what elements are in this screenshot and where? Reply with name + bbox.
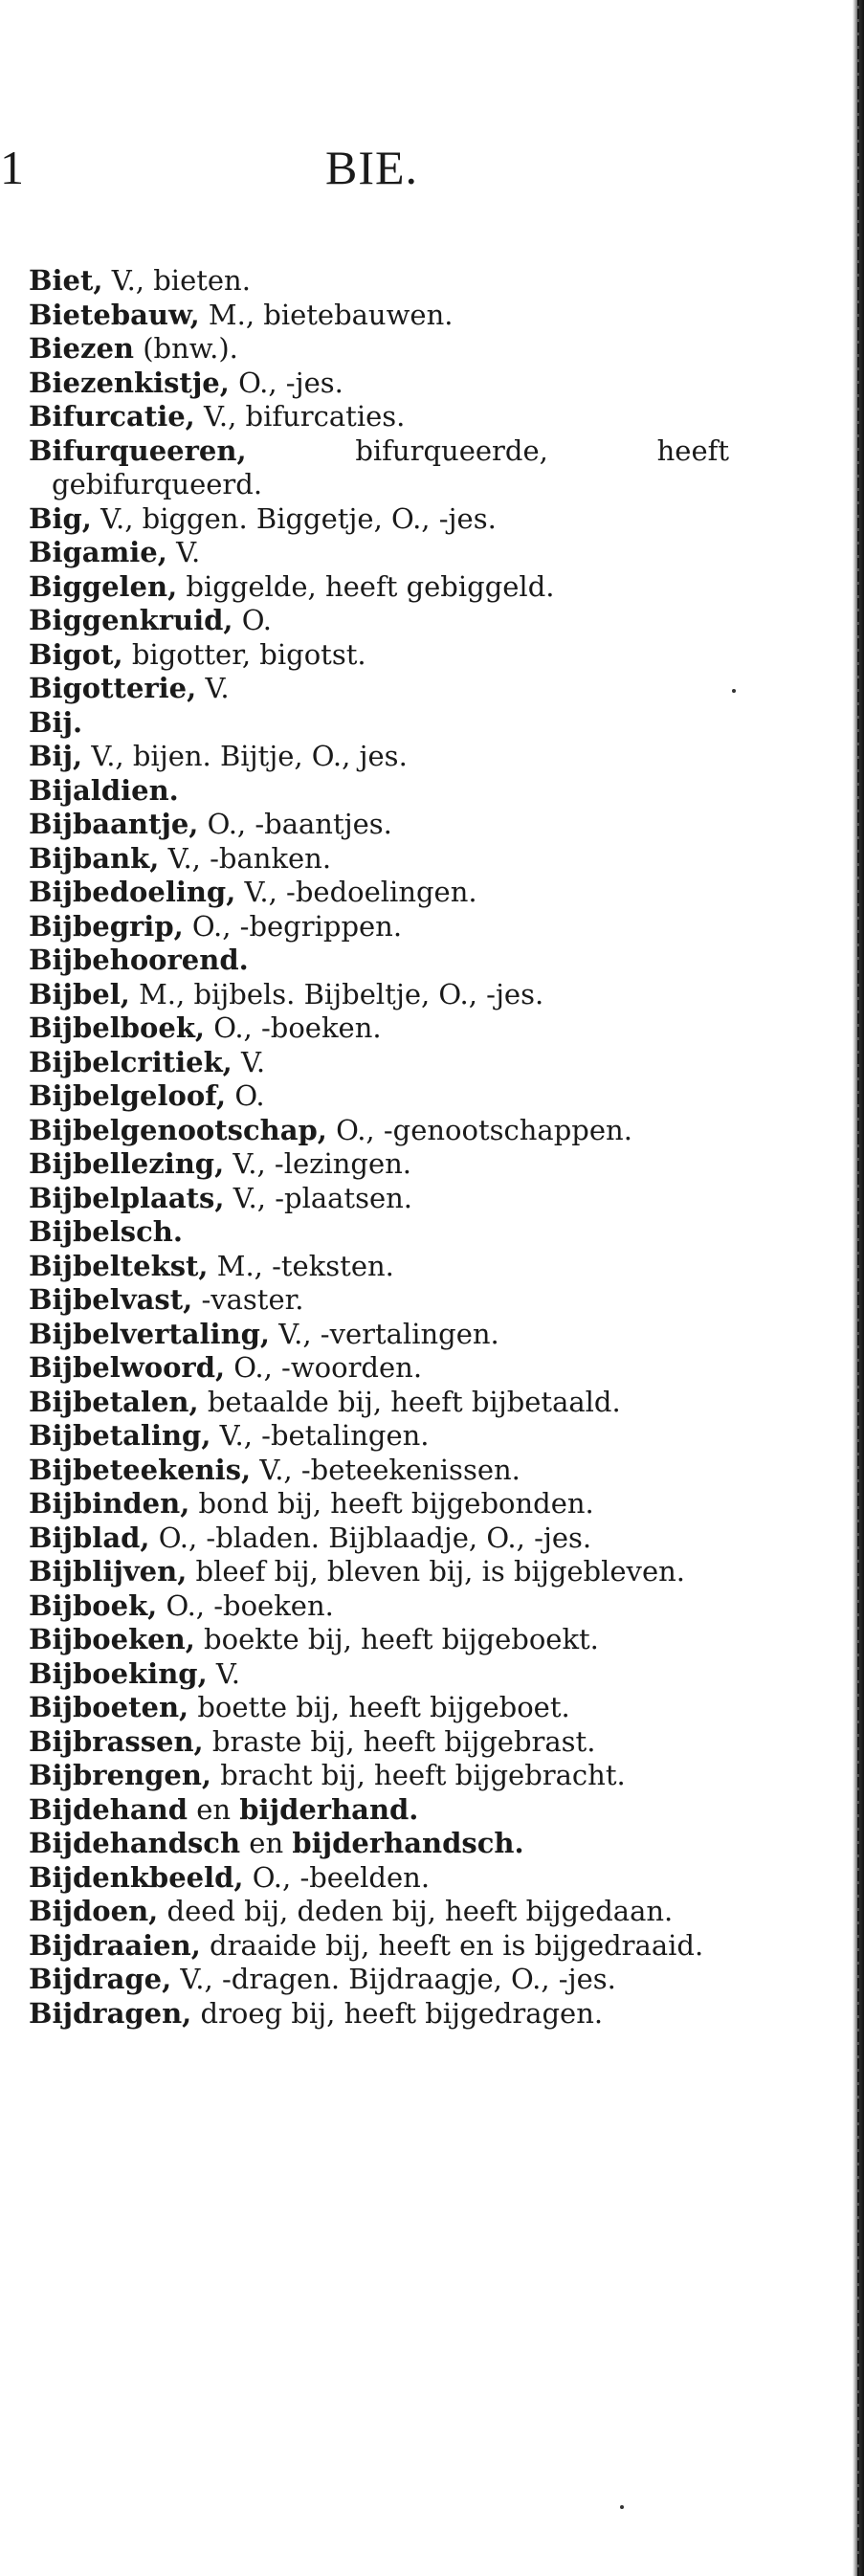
headword: Bijbeteekenis, bbox=[29, 1453, 252, 1486]
headword: Bigot, bbox=[29, 637, 123, 671]
entry-text: bigotter, bigotst. bbox=[131, 637, 366, 671]
dictionary-entry bbox=[29, 1046, 729, 1080]
headword: Bijbelvertaling, bbox=[29, 1317, 271, 1350]
dictionary-entry bbox=[29, 1725, 729, 1760]
entry-text: deed bij, deden bij, heeft bijgedaan. bbox=[166, 1895, 674, 1927]
headword: Bijbetaling, bbox=[29, 1419, 211, 1452]
headword: Bijbelcritiek, bbox=[29, 1045, 233, 1078]
headword: Bijbelsch. bbox=[29, 1215, 183, 1248]
entry-text: O., -bladen. Bijblaadje, O., -jes. bbox=[158, 1521, 592, 1554]
headword: Bijbelwoord, bbox=[29, 1351, 226, 1384]
dictionary-entry bbox=[29, 1215, 729, 1250]
dictionary-entry bbox=[29, 502, 729, 537]
scan-speck bbox=[620, 2505, 624, 2509]
dictionary-entry bbox=[29, 1454, 729, 1488]
dictionary-entry bbox=[29, 1827, 729, 1861]
entry-text: V., -vertalingen. bbox=[278, 1317, 499, 1350]
headword: Bijboeten, bbox=[29, 1691, 189, 1723]
dictionary-entry bbox=[29, 1079, 729, 1114]
entry-text: M., -teksten. bbox=[216, 1249, 394, 1282]
headword: Bij, bbox=[29, 740, 83, 772]
entry-text: V., -beteekenissen. bbox=[259, 1453, 521, 1486]
entry-text: bifurqueerde, heeft gebifurqueerd. bbox=[52, 433, 730, 500]
headword: Bietebauw, bbox=[29, 298, 200, 331]
entry-text: V. bbox=[241, 1045, 266, 1078]
entry-text: V., biggen. Biggetje, O., -jes. bbox=[100, 501, 497, 535]
entry-text: bracht bij, heeft bijgebracht. bbox=[220, 1759, 626, 1791]
dictionary-entry bbox=[29, 808, 729, 842]
entry-text: bleef bij, bleven bij, is bijgebleven. bbox=[195, 1555, 685, 1588]
headword: Bigotterie, bbox=[29, 672, 197, 704]
dictionary-entry bbox=[29, 1861, 729, 1896]
headword: Biezenkistje, bbox=[29, 366, 230, 399]
headword: Bijbelboek, bbox=[29, 1011, 206, 1044]
dictionary-entry bbox=[29, 332, 729, 366]
dictionary-entry bbox=[29, 1011, 729, 1046]
entry-text: O., -beelden. bbox=[252, 1860, 431, 1894]
headword: Bijboeking, bbox=[29, 1656, 208, 1690]
entry-text: V., -bedoelingen. bbox=[244, 876, 477, 908]
dictionary-entry bbox=[29, 366, 729, 401]
dictionary-entry bbox=[29, 1793, 729, 1828]
dictionary-entry bbox=[29, 434, 729, 502]
headword: Bijbegrip, bbox=[29, 909, 184, 943]
headword: Biggenkruid, bbox=[29, 604, 233, 636]
headword: Big, bbox=[29, 501, 92, 535]
headword: Bij. bbox=[29, 705, 83, 739]
entry-text: M., bietebauwen. bbox=[208, 298, 454, 331]
entry-text: en bbox=[196, 1792, 232, 1826]
headword: Bijbelgenootschap, bbox=[29, 1113, 327, 1146]
entry-text: V. bbox=[215, 1656, 240, 1690]
headword-variant: bijderhand. bbox=[239, 1792, 419, 1826]
headword: Bijbetalen, bbox=[29, 1385, 199, 1418]
headword: Bijdoen, bbox=[29, 1895, 159, 1927]
dictionary-entry bbox=[29, 1555, 729, 1589]
headword: Bijdehand bbox=[29, 1792, 188, 1826]
headword: Bijdehandsch bbox=[29, 1827, 241, 1859]
headword: Bijbehoorend. bbox=[29, 944, 249, 976]
dictionary-entry bbox=[29, 1419, 729, 1454]
entry-text: V., -betalingen. bbox=[219, 1419, 430, 1452]
dictionary-entry bbox=[29, 1691, 729, 1725]
headword: Biezen bbox=[29, 332, 134, 365]
entry-text: O., -boeken. bbox=[213, 1011, 382, 1044]
dictionary-entry bbox=[29, 706, 729, 741]
entry-text: V., -lezingen. bbox=[233, 1147, 412, 1180]
dictionary-entry bbox=[29, 1657, 729, 1692]
dictionary-entry bbox=[29, 978, 729, 1012]
entry-text: V., -banken. bbox=[167, 841, 332, 875]
dictionary-entry bbox=[29, 638, 729, 673]
headword: Bijboek, bbox=[29, 1588, 158, 1622]
entry-text: braste bij, heeft bijgebrast. bbox=[211, 1724, 596, 1758]
dictionary-entry bbox=[29, 672, 729, 706]
dictionary-entry bbox=[29, 1283, 729, 1318]
headword: Bijdragen, bbox=[29, 1996, 192, 2030]
headword: Bijbeltekst, bbox=[29, 1249, 209, 1282]
dictionary-entry bbox=[29, 1929, 729, 1964]
headword: Bijdrage, bbox=[29, 1963, 172, 1995]
dictionary-entry bbox=[29, 1250, 729, 1284]
headword: Bijbinden, bbox=[29, 1487, 190, 1520]
dictionary-entry bbox=[29, 570, 729, 605]
headword: Bijbellezing, bbox=[29, 1147, 225, 1180]
dictionary-entry bbox=[29, 910, 729, 944]
entry-text: draaide bij, heeft en is bijgedraaid. bbox=[210, 1928, 704, 1962]
entry-text: en bbox=[249, 1827, 284, 1859]
dictionary-entry bbox=[29, 1318, 729, 1352]
dictionary-entry bbox=[29, 1963, 729, 1997]
headword: Bijbelplaats, bbox=[29, 1181, 225, 1214]
entry-text: (bnw.). bbox=[143, 332, 238, 365]
entry-text: O., -baantjes. bbox=[207, 808, 392, 840]
dictionary-entry bbox=[29, 740, 729, 774]
headword: Bijbelgeloof, bbox=[29, 1079, 227, 1112]
entry-text: O. bbox=[234, 1079, 265, 1112]
dictionary-entry bbox=[29, 299, 729, 333]
dictionary-entry bbox=[29, 400, 729, 434]
entry-text: O., -begrippen. bbox=[191, 909, 403, 943]
entry-text: biggelde, heeft gebiggeld. bbox=[186, 569, 555, 603]
running-head: BIE. bbox=[325, 141, 419, 194]
dictionary-entry bbox=[29, 536, 729, 570]
entry-text: M., bijbels. Bijbeltje, O., -jes. bbox=[139, 977, 544, 1010]
entry-text: O., -woorden. bbox=[233, 1351, 423, 1384]
dictionary-entry bbox=[29, 774, 729, 809]
entry-text: V. bbox=[176, 536, 201, 568]
entry-text: boekte bij, heeft bijgeboekt. bbox=[204, 1623, 599, 1655]
headword: Bijdraaien, bbox=[29, 1928, 201, 1962]
headword: Bijdenkbeeld, bbox=[29, 1860, 244, 1894]
dictionary-entry bbox=[29, 1114, 729, 1148]
dictionary-entry bbox=[29, 1386, 729, 1420]
headword: Bijbel, bbox=[29, 977, 130, 1010]
entry-text: O., -boeken. bbox=[166, 1588, 334, 1622]
dictionary-entry bbox=[29, 1895, 729, 1929]
dictionary-entry bbox=[29, 1759, 729, 1793]
dictionary-entry bbox=[29, 944, 729, 978]
entry-text: betaalde bij, heeft bijbetaald. bbox=[207, 1385, 621, 1418]
headword: Bijbank, bbox=[29, 841, 160, 875]
page-number: 1 bbox=[0, 141, 24, 194]
dictionary-entry-list bbox=[29, 264, 729, 2031]
entry-text: O. bbox=[241, 604, 272, 636]
page-edge-binding bbox=[857, 0, 859, 2576]
headword: Bifurcatie, bbox=[29, 400, 195, 433]
entry-text: boette bij, heeft bijgeboet. bbox=[197, 1691, 570, 1723]
dictionary-entry bbox=[29, 1351, 729, 1386]
dictionary-entry bbox=[29, 1147, 729, 1182]
dictionary-entry bbox=[29, 604, 729, 638]
entry-text: droeg bij, heeft bijgedragen. bbox=[200, 1996, 604, 2030]
dictionary-entry bbox=[29, 1487, 729, 1521]
headword: Bijbelvast, bbox=[29, 1283, 193, 1316]
entry-text: O., -jes. bbox=[238, 366, 343, 399]
headword: Bijblijven, bbox=[29, 1555, 188, 1588]
headword: Bijbrassen, bbox=[29, 1724, 204, 1758]
dictionary-entry bbox=[29, 842, 729, 877]
headword-variant: bijderhandsch. bbox=[292, 1827, 524, 1859]
entry-text: bond bij, heeft bijgebonden. bbox=[198, 1487, 594, 1520]
entry-text: V., bieten. bbox=[111, 264, 251, 297]
headword: Bijblad, bbox=[29, 1521, 150, 1554]
headword: Bijaldien. bbox=[29, 773, 179, 807]
headword: Bijboeken, bbox=[29, 1623, 195, 1655]
headword: Bijbedoeling, bbox=[29, 876, 236, 908]
dictionary-entry bbox=[29, 1589, 729, 1624]
scan-speck bbox=[732, 689, 736, 693]
entry-text: V., bifurcaties. bbox=[204, 400, 406, 433]
headword: Biet, bbox=[29, 264, 103, 297]
headword: Bigamie, bbox=[29, 536, 167, 568]
entry-text: O., -genootschappen. bbox=[336, 1113, 632, 1146]
entry-text: -vaster. bbox=[201, 1283, 304, 1316]
dictionary-entry bbox=[29, 1997, 729, 2032]
headword: Bifurqueeren, bbox=[29, 433, 247, 467]
dictionary-entry bbox=[29, 1182, 729, 1216]
dictionary-entry bbox=[29, 876, 729, 910]
dictionary-entry bbox=[29, 264, 729, 299]
entry-text: V., -dragen. Bijdraagje, O., -jes. bbox=[180, 1963, 616, 1995]
dictionary-entry bbox=[29, 1521, 729, 1556]
headword: Biggelen, bbox=[29, 569, 178, 603]
headword: Bijbrengen, bbox=[29, 1759, 212, 1791]
dictionary-entry bbox=[29, 1623, 729, 1657]
entry-text: V., -plaatsen. bbox=[233, 1181, 413, 1214]
entry-text: V. bbox=[205, 672, 230, 704]
headword: Bijbaantje, bbox=[29, 808, 199, 840]
entry-text: V., bijen. Bijtje, O., jes. bbox=[91, 740, 408, 772]
